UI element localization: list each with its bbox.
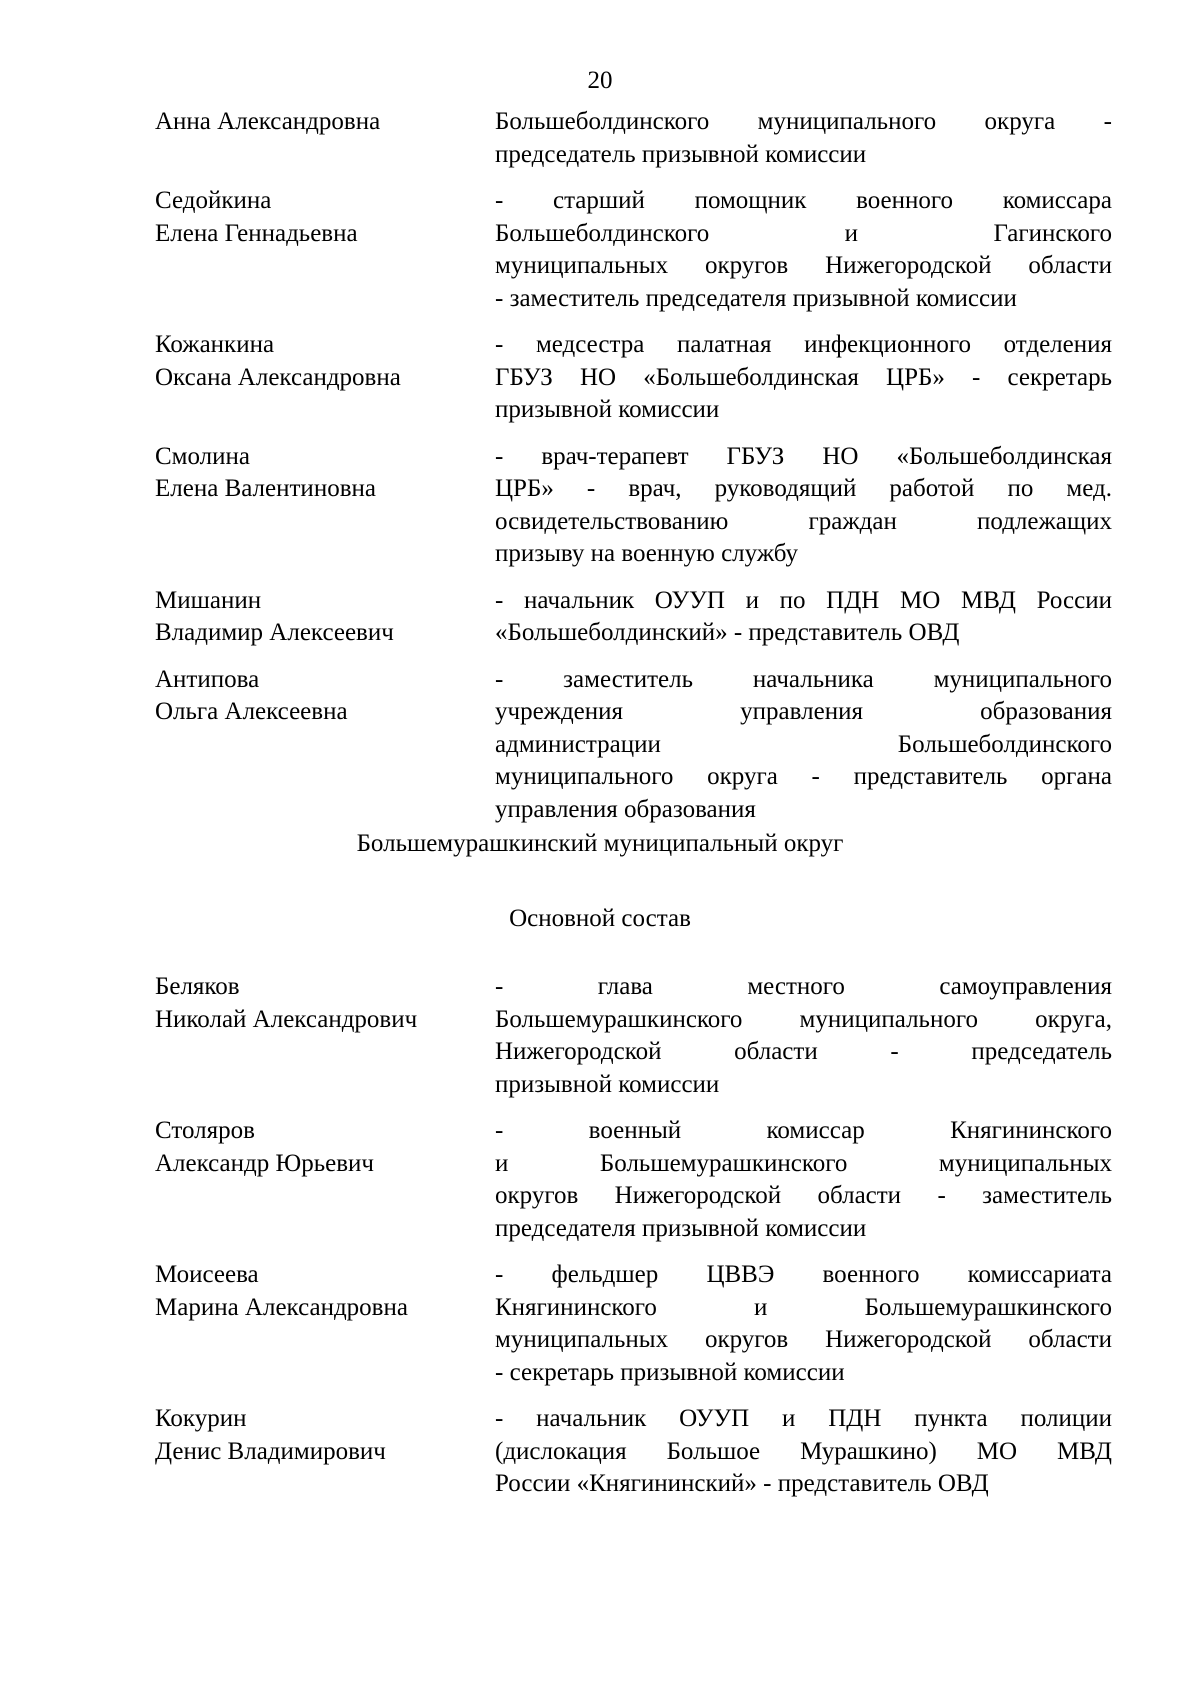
member-role-line: (дислокация Большое Мурашкино) МО МВД (495, 1437, 1112, 1465)
member-role-line: призывной комиссии (495, 1070, 720, 1098)
member-role (495, 971, 1112, 1101)
member-role-line: председатель призывной комиссии (495, 140, 867, 168)
member-role (495, 664, 1112, 827)
member-name (155, 1115, 495, 1245)
composition-heading: Основной состав (509, 905, 691, 932)
member-role-line: администрации Большеболдинского (495, 730, 1112, 758)
member-name-line: Денис Владимирович (155, 1437, 386, 1465)
member-name-line: Марина Александровна (155, 1293, 408, 1321)
member-name-line: Николай Александрович (155, 1005, 418, 1033)
member-name-line: Мишанин (155, 586, 262, 614)
member-role-line: муниципальных округов Нижегородской области (495, 1326, 1112, 1353)
member-role (495, 329, 1112, 427)
member-row (155, 971, 1112, 1101)
member-name-line: Кокурин (155, 1405, 247, 1432)
member-name (155, 664, 495, 827)
member-role (495, 585, 1112, 650)
member-name (155, 329, 495, 427)
member-role-line: управления образования (495, 795, 756, 823)
member-role-line: округов Нижегородской области - заместитель (495, 1182, 1112, 1209)
member-name-line: Антипова (155, 665, 260, 693)
member-name-line: Кожанкина (155, 331, 275, 358)
member-role-line: - фельдшер ЦВВЭ военного комиссариата (495, 1261, 1112, 1288)
member-role-line: ЦРБ» - врач, руководящий работой по мед. (495, 475, 1112, 502)
member-role-line: - секретарь призывной комиссии (495, 1358, 845, 1386)
member-row (155, 1259, 1112, 1389)
member-row (155, 106, 1112, 171)
member-name (155, 1259, 495, 1389)
member-name-line: Ольга Алексеевна (155, 698, 348, 725)
member-role-line: - старший помощник военного комиссара (495, 187, 1112, 214)
member-row (155, 329, 1112, 427)
member-row (155, 585, 1112, 650)
member-name-line: Анна Александровна (155, 108, 381, 135)
member-name-line: Оксана Александровна (155, 363, 401, 391)
member-name-line: Елена Геннадьевна (155, 219, 358, 247)
member-role-line: муниципального округа - представитель органа (495, 763, 1112, 790)
member-role-line: Нижегородской области - председатель (495, 1038, 1112, 1065)
member-role-line: - медсестра палатная инфекционного отделения (495, 331, 1112, 358)
member-row (155, 664, 1112, 827)
member-row (155, 1403, 1112, 1501)
member-role-line: - военный комиссар Княгининского (495, 1117, 1112, 1144)
member-role (495, 1115, 1112, 1245)
member-name (155, 106, 495, 171)
page-number: 20 (587, 67, 613, 94)
member-role-line: учреждения управления образования (495, 698, 1112, 725)
member-role-line: - начальник ОУУП и по ПДН МО МВД России (495, 586, 1112, 614)
member-role-line: призывной комиссии (495, 396, 720, 423)
member-role (495, 1259, 1112, 1389)
member-role-line: муниципальных округов Нижегородской области (495, 252, 1112, 279)
member-name-line: Владимир Алексеевич (155, 619, 394, 646)
member-row (155, 1115, 1112, 1245)
member-role (495, 1403, 1112, 1501)
member-name (155, 441, 495, 571)
member-name (155, 585, 495, 650)
member-role-line: Большеболдинского муниципального округа - (495, 108, 1112, 135)
member-name-line: Александр Юрьевич (155, 1149, 374, 1177)
member-role (495, 106, 1112, 171)
member-role-line: ГБУЗ НО «Большеболдинская ЦРБ» - секретарь (495, 363, 1112, 391)
members-list-bolshoe-boldino (155, 106, 1112, 840)
member-role-line: - врач-терапевт ГБУЗ НО «Большеболдинская (495, 442, 1112, 470)
member-name (155, 1403, 495, 1501)
member-role-line: - начальник ОУУП и ПДН пункта полиции (495, 1405, 1112, 1432)
member-name-line: Седойкина (155, 187, 272, 214)
member-role (495, 441, 1112, 571)
member-name-line: Смолина (155, 442, 250, 470)
member-role-line: Княгининского и Большемурашкинского (495, 1293, 1112, 1321)
member-name-line: Столяров (155, 1117, 255, 1144)
district-heading: Большемурашкинский муниципальный округ (356, 830, 844, 857)
member-name (155, 971, 495, 1101)
member-role-line: - заместитель председателя призывной комиссии (495, 284, 1017, 312)
member-role-line: Большемурашкинского муниципального округа, (495, 1005, 1112, 1033)
members-list-bolshoe-murashkino (155, 971, 1112, 1515)
member-role-line: и Большемурашкинского муниципальных (495, 1149, 1112, 1177)
member-row (155, 185, 1112, 315)
member-role (495, 185, 1112, 315)
member-role-line: России «Княгининский» - представитель ОВД (495, 1470, 989, 1497)
member-role-line: призыву на военную службу (495, 540, 799, 567)
member-role-line: - заместитель начальника муниципального (495, 665, 1112, 693)
member-role-line: - глава местного самоуправления (495, 973, 1112, 1000)
member-name (155, 185, 495, 315)
member-role-line: «Большеболдинский» - представитель ОВД (495, 619, 960, 646)
member-role-line: председателя призывной комиссии (495, 1214, 867, 1242)
member-name-line: Елена Валентиновна (155, 475, 376, 502)
member-role-line: Большеболдинского и Гагинского (495, 219, 1112, 247)
member-role-line: освидетельствованию граждан подлежащих (495, 507, 1112, 535)
member-row (155, 441, 1112, 571)
member-name-line: Беляков (155, 973, 240, 1000)
member-name-line: Моисеева (155, 1261, 259, 1288)
